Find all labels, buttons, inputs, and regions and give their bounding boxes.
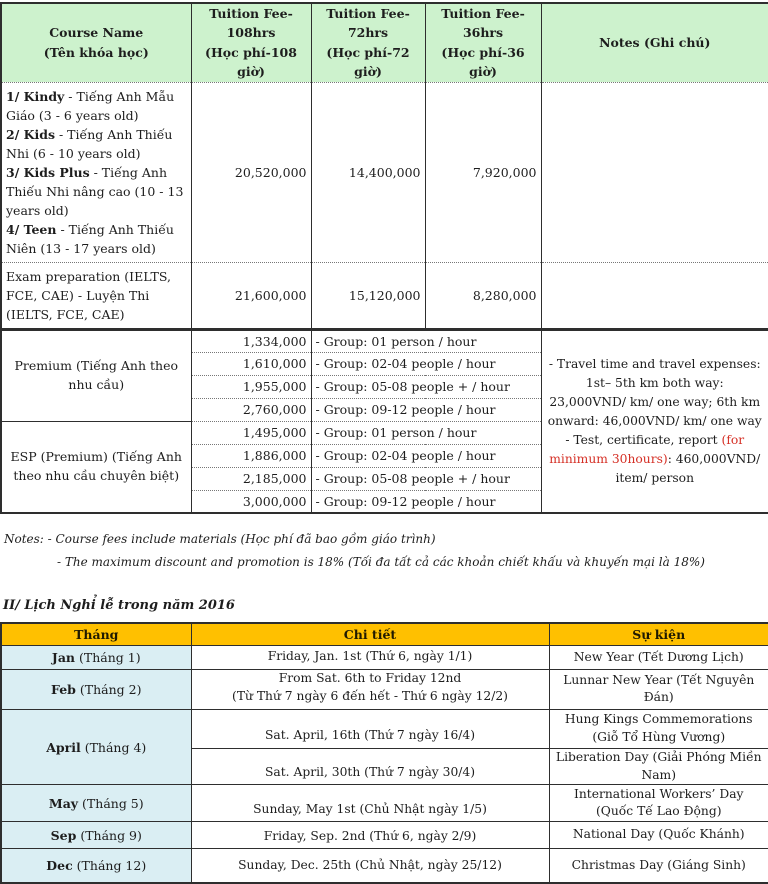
test-certificate-note: - Test, certificate, report (for minimum 30hours): 460,000VND/ item/ person: [549, 432, 761, 485]
price-cell: 1,334,000: [191, 329, 311, 352]
fee-header-72hrs: [311, 3, 425, 82]
esp-label-cell: ESP (Premium) (Tiếng Anh theo nhu cầu chuyên biệt): [1, 421, 191, 513]
holiday-header-detail: Chi tiết: [191, 623, 549, 646]
price-cell: 1,955,000: [191, 375, 311, 398]
price-cell: 3,000,000: [191, 490, 311, 513]
event-cell: National Day (Quốc Khánh): [549, 822, 768, 849]
month-cell: April (Tháng 4): [1, 709, 191, 785]
fee-header-36hrs: [425, 3, 541, 82]
group-size-cell: - Group: 09-12 people / hour: [311, 490, 541, 513]
course-list-cell: [1, 82, 191, 262]
section-heading: II/ Lịch Nghỉ lễ trong năm 2016: [3, 597, 235, 613]
fee-72-cell: 14,400,000: [311, 82, 425, 262]
table-row-dec: [1, 849, 768, 883]
detail-cell: Sunday, May 1st (Chủ Nhật ngày 1/5): [191, 785, 549, 822]
premium-label-cell: Premium (Tiếng Anh theo nhu cầu): [1, 329, 191, 421]
detail-cell: Friday, Jan. 1st (Thứ 6, ngày 1/1): [191, 646, 549, 670]
detail-cell: Sat. April, 16th (Thứ 7 ngày 16/4): [191, 709, 549, 748]
course-item: 4/ Teen - Tiếng Anh Thiếu Niên (13 - 17 years old): [6, 221, 174, 256]
fee-108-cell: 21,600,000: [191, 262, 311, 329]
table-row-kids-courses: [1, 82, 768, 262]
fee-108-cell: 20,520,000: [191, 82, 311, 262]
fee-36-cell: 7,920,000: [425, 82, 541, 262]
fee-table-header-row: [1, 3, 768, 82]
header-line: (Học phí-72 giờ): [326, 44, 410, 80]
header-line: Tuition Fee-36hrs: [441, 6, 525, 41]
table-row-premium-1: [1, 329, 768, 352]
group-size-cell: - Group: 05-08 people + / hour: [311, 375, 541, 398]
event-cell: Hung Kings Commemorations (Giỗ Tổ Hùng Vương): [549, 709, 768, 748]
notes-empty-cell: [541, 82, 768, 262]
event-cell: Lunnar New Year (Tết Nguyên Đán): [549, 670, 768, 710]
holiday-header-event: Sự kiện: [549, 623, 768, 646]
header-line: Tuition Fee-72hrs: [326, 6, 410, 41]
detail-cell: Sunday, Dec. 25th (Chủ Nhật, ngày 25/12): [191, 849, 549, 883]
group-size-cell: - Group: 02-04 people / hour: [311, 352, 541, 375]
event-cell: Christmas Day (Giáng Sinh): [549, 849, 768, 883]
fee-header-notes: Notes (Ghi chú): [541, 3, 768, 82]
fee-header-108hrs: [191, 3, 311, 82]
course-item: 3/ Kids Plus - Tiếng Anh Thiếu Nhi nâng cao (10 - 13 years old): [6, 164, 184, 218]
table-row-jan: [1, 646, 768, 670]
header-line: Tuition Fee-108hrs: [209, 6, 293, 41]
holiday-schedule-table: [0, 622, 768, 884]
month-cell: Dec (Tháng 12): [1, 849, 191, 883]
footnote-line: - The maximum discount and promotion is 18% (Tối đa tất cả các khoản chiết khấu và khuyến mại là 18%): [57, 554, 705, 569]
fee-36-cell: 8,280,000: [425, 262, 541, 329]
header-line: Course Name: [49, 25, 144, 41]
detail-cell: Sat. April, 30th (Thứ 7 ngày 30/4): [191, 748, 549, 785]
event-cell: Liberation Day (Giải Phóng Miền Nam): [549, 748, 768, 785]
fee-72-cell: 15,120,000: [311, 262, 425, 329]
travel-note: - Travel time and travel expenses: 1st– 5th km both way: 23,000VND/ km/ one way; 6th km onward: 46,000VND/ km/ one way: [547, 356, 762, 428]
course-label-cell: Exam preparation (IELTS, FCE, CAE) - Luyện Thi (IELTS, FCE, CAE): [1, 262, 191, 329]
table-row-sep: [1, 822, 768, 849]
course-item: 1/ Kindy - Tiếng Anh Mẫu Giáo (3 - 6 years old): [6, 88, 175, 123]
table-row-april-1: [1, 709, 768, 748]
travel-notes-cell: [541, 329, 768, 513]
price-cell: 1,886,000: [191, 444, 311, 467]
table-row-feb: [1, 670, 768, 710]
header-line: (Học phí-108 giờ): [205, 44, 297, 80]
header-line: (Tên khóa học): [43, 44, 149, 60]
detail-cell: From Sat. 6th to Friday 12nd (Từ Thứ 7 ngày 6 đến hết - Thứ 6 ngày 12/2): [191, 670, 549, 710]
group-size-cell: - Group: 09-12 people / hour: [311, 398, 541, 421]
month-cell: May (Tháng 5): [1, 785, 191, 822]
holiday-header-month: Tháng: [1, 623, 191, 646]
price-cell: 2,760,000: [191, 398, 311, 421]
fee-header-course-name: [1, 3, 191, 82]
detail-cell: Friday, Sep. 2nd (Thứ 6, ngày 2/9): [191, 822, 549, 849]
price-cell: 2,185,000: [191, 467, 311, 490]
month-cell: Feb (Tháng 2): [1, 670, 191, 710]
month-cell: Sep (Tháng 9): [1, 822, 191, 849]
footnote-line: Notes: - Course fees include materials (Học phí đã bao gồm giáo trình): [4, 532, 436, 546]
table-row-may: [1, 785, 768, 822]
group-size-cell: - Group: 01 person / hour: [311, 329, 541, 352]
header-line: (Học phí-36 giờ): [441, 44, 525, 80]
price-cell: 1,610,000: [191, 352, 311, 375]
event-cell: New Year (Tết Dương Lịch): [549, 646, 768, 670]
tuition-fee-table: [0, 2, 768, 514]
course-item: 2/ Kids - Tiếng Anh Thiếu Nhi (6 - 10 years old): [6, 126, 173, 161]
notes-empty-cell: [541, 262, 768, 329]
red-note: (for minimum 30hours): [549, 432, 745, 466]
price-cell: 1,495,000: [191, 421, 311, 444]
group-size-cell: - Group: 05-08 people + / hour: [311, 467, 541, 490]
footnotes: [0, 528, 768, 574]
group-size-cell: - Group: 01 person / hour: [311, 421, 541, 444]
event-cell: International Workers’ Day (Quốc Tế Lao Động): [549, 785, 768, 822]
table-row-exam-preparation: [1, 262, 768, 329]
group-size-cell: - Group: 02-04 people / hour: [311, 444, 541, 467]
holiday-table-header-row: [1, 623, 768, 646]
month-cell: Jan (Tháng 1): [1, 646, 191, 670]
